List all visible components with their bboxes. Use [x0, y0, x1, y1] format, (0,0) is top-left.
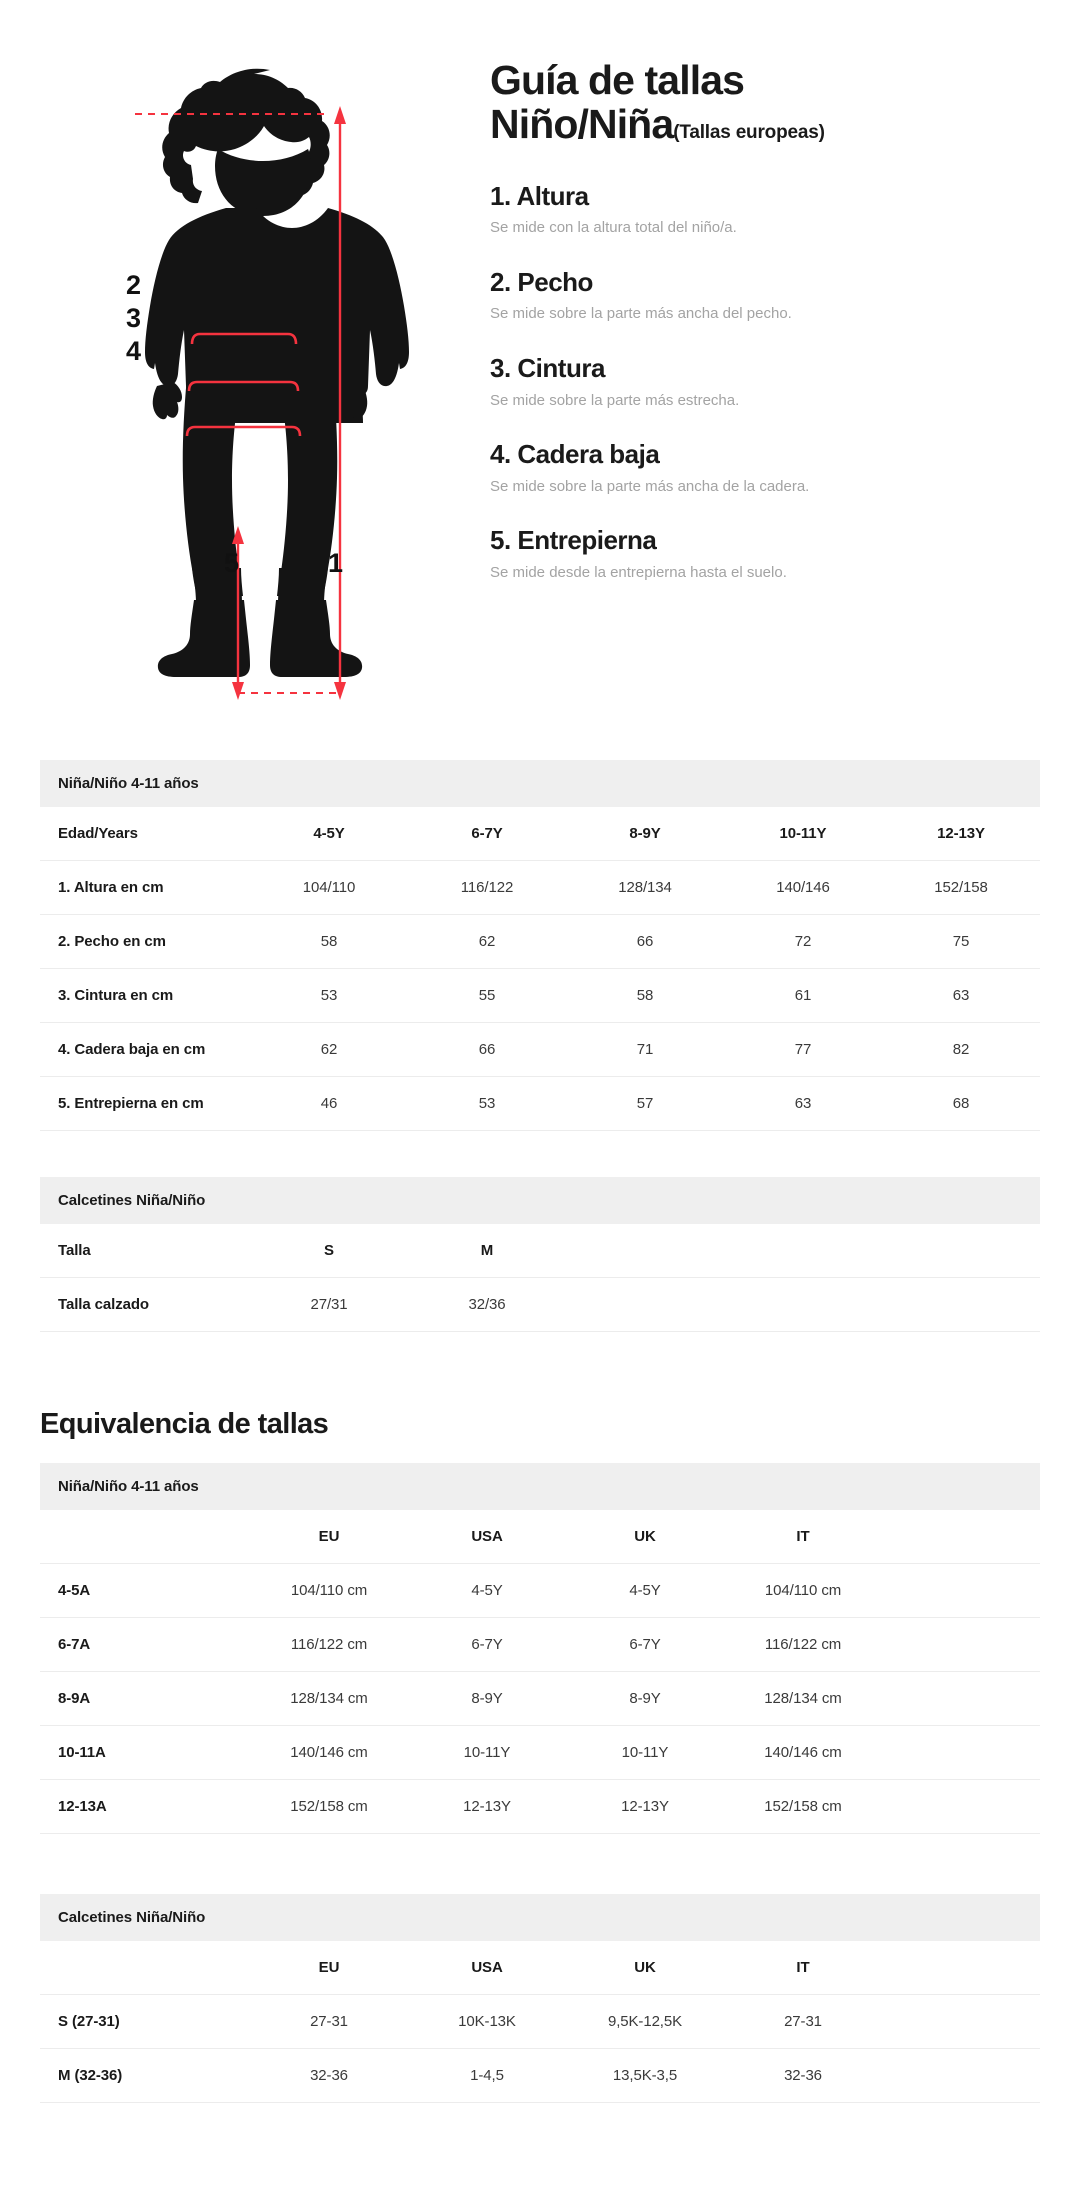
cell-value: 9,5K-12,5K: [566, 1995, 724, 2049]
cell-value: 32-36: [250, 2049, 408, 2103]
measurement-description: Se mide desde la entrepierna hasta el suelo.: [490, 563, 787, 581]
row-label: Talla calzado: [40, 1278, 250, 1332]
cell-value: 4-5Y: [566, 1564, 724, 1618]
callout-inseam: 5: [224, 548, 239, 578]
cell-value: 10K-13K: [408, 1995, 566, 2049]
column-header-uk: UK: [566, 1510, 724, 1564]
cell-value: 128/134 cm: [724, 1672, 882, 1726]
measurement-description: Se mide sobre la parte más ancha del pecho.: [490, 305, 792, 323]
cell-value: 4-5Y: [408, 1564, 566, 1618]
body-measurement-illustration: [40, 48, 480, 748]
cell-value: 77: [724, 1023, 882, 1077]
cell-value: 53: [250, 969, 408, 1023]
column-header-empty-2: [724, 1224, 882, 1278]
table-row: [40, 1726, 1040, 1780]
cell-value: 12-13Y: [566, 1780, 724, 1834]
column-header-eu: EU: [250, 1510, 408, 1564]
measurement-heading: 3. Cintura: [490, 352, 605, 383]
row-label: 2. Pecho en cm: [40, 915, 250, 969]
table-header-row: [40, 807, 1040, 861]
table-row: [40, 1780, 1040, 1834]
cell-value: 53: [408, 1077, 566, 1131]
callout-height: 1: [328, 548, 343, 578]
equivalence-socks-table: [40, 1894, 1040, 2103]
cell-value: 55: [408, 969, 566, 1023]
table-row: [40, 861, 1040, 915]
cell-value: 8-9Y: [408, 1672, 566, 1726]
measurement-heading: 2. Pecho: [490, 266, 593, 297]
guide-info-column: [480, 48, 1040, 582]
callout-chest: 2: [126, 270, 141, 300]
row-label: M (32-36): [40, 2049, 250, 2103]
cell-value: 104/110 cm: [250, 1564, 408, 1618]
cell-value: 6-7Y: [566, 1618, 724, 1672]
tables-area: [0, 760, 1080, 1332]
cell-empty: [724, 1278, 882, 1332]
table-row: [40, 1995, 1040, 2049]
cell-value: 61: [724, 969, 882, 1023]
cell-value: 57: [566, 1077, 724, 1131]
column-header-empty-3: [882, 1224, 1040, 1278]
row-label: 4. Cadera baja en cm: [40, 1023, 250, 1077]
cell-value: 71: [566, 1023, 724, 1077]
page-title-line1: Guía de tallas: [490, 57, 745, 103]
row-label: 12-13A: [40, 1780, 250, 1834]
column-header-empty: [882, 1941, 1040, 1995]
measurement-heading: 5. Entrepierna: [490, 525, 657, 556]
measurement-heading: 1. Altura: [490, 180, 589, 211]
callout-hip: 4: [126, 336, 141, 366]
cell-value: 116/122 cm: [724, 1618, 882, 1672]
row-label: 6-7A: [40, 1618, 250, 1672]
column-header-4-5y: 4-5Y: [250, 807, 408, 861]
child-silhouette-figure: [40, 48, 480, 748]
table-header-row: [40, 1510, 1040, 1564]
measurement-heading: 4. Cadera baja: [490, 439, 660, 470]
table-row: [40, 1023, 1040, 1077]
cell-value: 63: [882, 969, 1040, 1023]
cell-value: 62: [250, 1023, 408, 1077]
cell-value: 66: [408, 1023, 566, 1077]
measurement-description: Se mide sobre la parte más ancha de la cadera.: [490, 477, 810, 495]
equivalence-socks-caption: Calcetines Niña/Niño: [40, 1894, 1040, 1941]
cell-value: 152/158 cm: [724, 1780, 882, 1834]
cell-value: 62: [408, 915, 566, 969]
cell-value: 6-7Y: [408, 1618, 566, 1672]
column-header-talla: Talla: [40, 1224, 250, 1278]
cell-empty: [882, 1564, 1040, 1618]
cell-empty: [882, 1995, 1040, 2049]
cell-value: 116/122 cm: [250, 1618, 408, 1672]
column-header-6-7y: 6-7Y: [408, 807, 566, 861]
column-header-usa: USA: [408, 1510, 566, 1564]
cell-value: 27-31: [724, 1995, 882, 2049]
column-header-12-13y: 12-13Y: [882, 807, 1040, 861]
row-label: 8-9A: [40, 1672, 250, 1726]
measurement-item-entrepierna: [490, 525, 1040, 582]
cell-value: 32-36: [724, 2049, 882, 2103]
column-header-blank: [40, 1510, 250, 1564]
child-silhouette: [145, 69, 409, 677]
cell-empty: [882, 1726, 1040, 1780]
size-chart-caption: Niña/Niño 4-11 años: [40, 760, 1040, 807]
inseam-arrow-down-icon: [232, 682, 244, 700]
spacer: [40, 1834, 1040, 1894]
cell-value: 152/158 cm: [250, 1780, 408, 1834]
cell-value: 27/31: [250, 1278, 408, 1332]
cell-value: 128/134: [566, 861, 724, 915]
cell-value: 82: [882, 1023, 1040, 1077]
socks-size-caption: Calcetines Niña/Niño: [40, 1177, 1040, 1224]
row-label: 3. Cintura en cm: [40, 969, 250, 1023]
cell-empty: [882, 1672, 1040, 1726]
cell-value: 66: [566, 915, 724, 969]
cell-value: 128/134 cm: [250, 1672, 408, 1726]
cell-value: 68: [882, 1077, 1040, 1131]
column-header-it: IT: [724, 1510, 882, 1564]
column-header-10-11y: 10-11Y: [724, 807, 882, 861]
table-row: [40, 1618, 1040, 1672]
measurement-definitions-list: [490, 181, 1040, 583]
cell-value: 140/146: [724, 861, 882, 915]
cell-value: 12-13Y: [408, 1780, 566, 1834]
row-label: 1. Altura en cm: [40, 861, 250, 915]
cell-value: 72: [724, 915, 882, 969]
page-title: [490, 58, 1040, 147]
column-header-s: S: [250, 1224, 408, 1278]
cell-value: 1-4,5: [408, 2049, 566, 2103]
cell-empty: [882, 1278, 1040, 1332]
table-row: [40, 915, 1040, 969]
table-header-row: [40, 1224, 1040, 1278]
table-header-row: [40, 1941, 1040, 1995]
column-header-age: Edad/Years: [40, 807, 250, 861]
column-header-empty-1: [566, 1224, 724, 1278]
spacer: [40, 1131, 1040, 1177]
cell-empty: [882, 2049, 1040, 2103]
column-header-m: M: [408, 1224, 566, 1278]
cell-value: 8-9Y: [566, 1672, 724, 1726]
page-title-line2: Niño/Niña: [490, 101, 674, 148]
row-label: 10-11A: [40, 1726, 250, 1780]
size-chart-table: [40, 760, 1040, 1131]
cell-value: 58: [566, 969, 724, 1023]
table-row: [40, 1278, 1040, 1332]
cell-value: 27-31: [250, 1995, 408, 2049]
cell-value: 13,5K-3,5: [566, 2049, 724, 2103]
column-header-eu: EU: [250, 1941, 408, 1995]
height-arrow-up-icon: [334, 106, 346, 124]
cell-value: 10-11Y: [408, 1726, 566, 1780]
page-title-note: (Tallas europeas): [673, 122, 825, 144]
cell-value: 140/146 cm: [724, 1726, 882, 1780]
column-header-empty: [882, 1510, 1040, 1564]
table-row: [40, 969, 1040, 1023]
callout-waist: 3: [126, 303, 141, 333]
equivalence-kids-caption: Niña/Niño 4-11 años: [40, 1463, 1040, 1510]
cell-value: 46: [250, 1077, 408, 1131]
cell-value: 140/146 cm: [250, 1726, 408, 1780]
column-header-usa: USA: [408, 1941, 566, 1995]
column-header-uk: UK: [566, 1941, 724, 1995]
cell-value: 75: [882, 915, 1040, 969]
row-label: S (27-31): [40, 1995, 250, 2049]
table-row: [40, 1077, 1040, 1131]
cell-value: 58: [250, 915, 408, 969]
measurement-item-cadera-baja: [490, 439, 1040, 496]
measurement-item-pecho: [490, 267, 1040, 324]
column-header-8-9y: 8-9Y: [566, 807, 724, 861]
measurement-item-altura: [490, 181, 1040, 238]
socks-size-table: [40, 1177, 1040, 1332]
table-row: [40, 2049, 1040, 2103]
measurement-description: Se mide con la altura total del niño/a.: [490, 219, 737, 237]
row-label: 5. Entrepierna en cm: [40, 1077, 250, 1131]
cell-value: 104/110 cm: [724, 1564, 882, 1618]
cell-value: 116/122: [408, 861, 566, 915]
cell-value: 32/36: [408, 1278, 566, 1332]
column-header-blank: [40, 1941, 250, 1995]
cell-value: 63: [724, 1077, 882, 1131]
cell-value: 10-11Y: [566, 1726, 724, 1780]
measurement-item-cintura: [490, 353, 1040, 410]
cell-empty: [882, 1618, 1040, 1672]
equivalence-tables-area: [0, 1463, 1080, 2103]
cell-empty: [882, 1780, 1040, 1834]
cell-value: 152/158: [882, 861, 1040, 915]
column-header-it: IT: [724, 1941, 882, 1995]
measurement-description: Se mide sobre la parte más estrecha.: [490, 391, 740, 409]
height-arrow-down-icon: [334, 682, 346, 700]
row-label: 4-5A: [40, 1564, 250, 1618]
table-row: [40, 1672, 1040, 1726]
equivalence-kids-table: [40, 1463, 1040, 1834]
cell-empty: [566, 1278, 724, 1332]
equivalence-section-title: Equivalencia de tallas: [40, 1408, 329, 1440]
guide-hero: [0, 0, 1080, 760]
table-row: [40, 1564, 1040, 1618]
spacer: [0, 1332, 1080, 1408]
cell-value: 104/110: [250, 861, 408, 915]
